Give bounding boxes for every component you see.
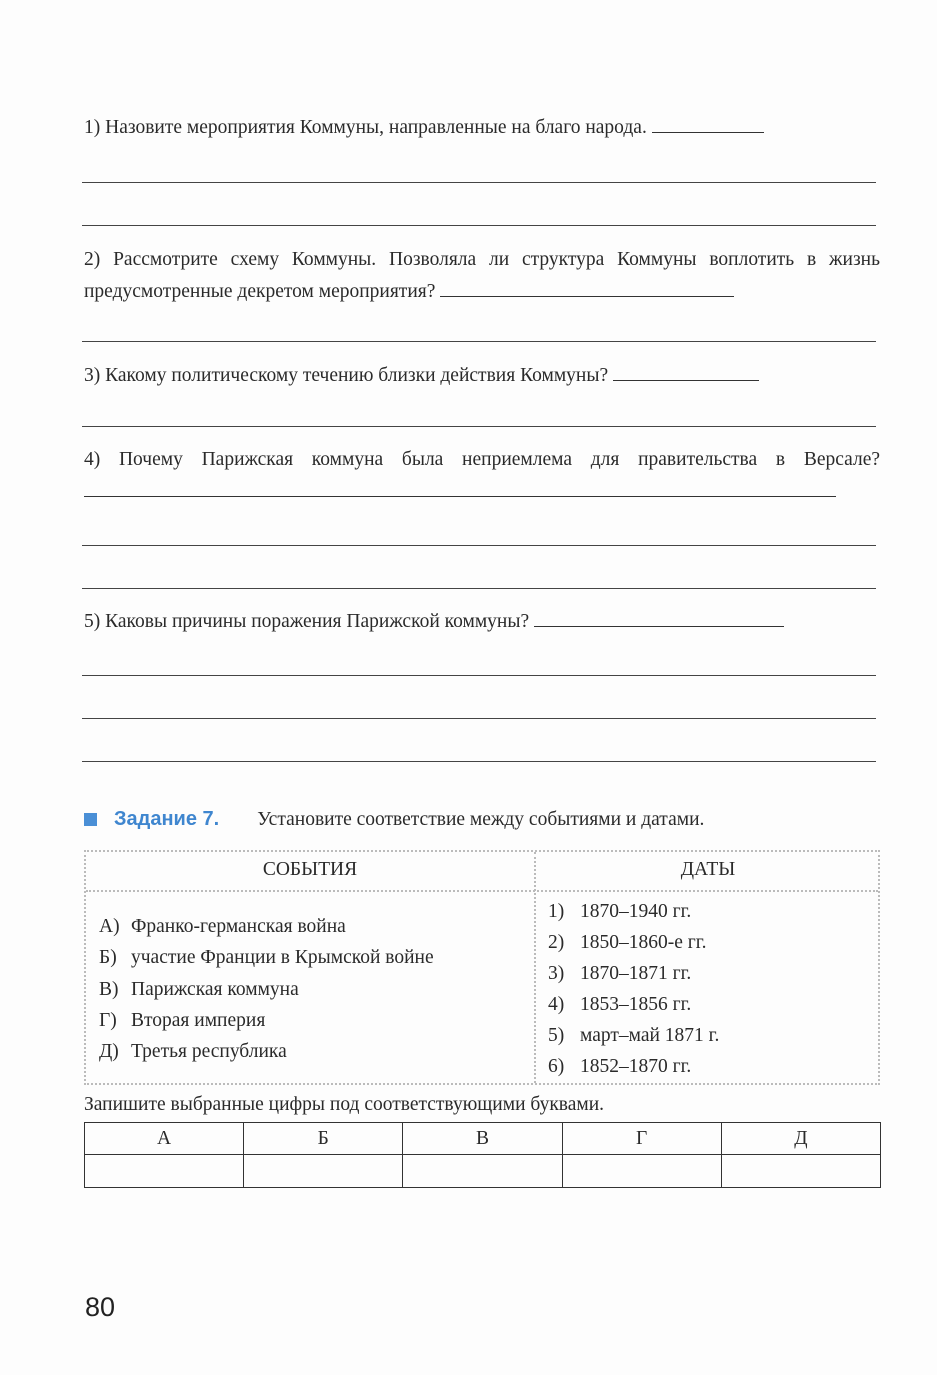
answer-line[interactable] — [82, 761, 876, 762]
dates-header: ДАТЫ — [680, 859, 736, 880]
answer-line[interactable] — [82, 588, 876, 589]
event-text: Парижская коммуна — [131, 979, 299, 1000]
question-5 — [84, 606, 880, 638]
event-item — [99, 947, 434, 969]
square-bullet-icon — [84, 813, 97, 826]
date-item — [548, 1056, 691, 1078]
date-key: 6) — [548, 1056, 565, 1077]
question-1 — [84, 112, 880, 144]
events-header: СОБЫТИЯ — [262, 859, 358, 880]
date-item — [548, 963, 691, 985]
page-number: 80 — [85, 1292, 116, 1322]
question-3 — [84, 360, 880, 392]
answer-line[interactable] — [82, 182, 876, 183]
task-7-heading — [84, 808, 704, 831]
date-text: 1850–1860-е гг. — [580, 932, 707, 953]
answer-line[interactable] — [82, 341, 876, 342]
answer-table — [84, 1122, 881, 1188]
answer-line[interactable] — [82, 675, 876, 676]
answer-blank[interactable] — [84, 478, 836, 497]
answer-line[interactable] — [82, 225, 876, 226]
answer-line[interactable] — [82, 545, 876, 546]
date-text: 1870–1871 гг. — [580, 963, 692, 984]
answer-header: Б — [244, 1123, 403, 1155]
date-key: 1) — [548, 901, 565, 922]
date-item — [548, 1025, 719, 1047]
answer-header-row — [85, 1123, 881, 1155]
answer-line[interactable] — [82, 718, 876, 719]
date-key: 2) — [548, 932, 565, 953]
event-text: Третья республика — [131, 1041, 287, 1062]
date-text: 1870–1940 гг. — [580, 901, 692, 922]
question-2 — [84, 244, 880, 308]
question-text: 2) Рассмотрите схему Коммуны. Позволяла ли структура Коммуны воплотить в жизнь предусмотренные декретом мероприятия? — [84, 249, 880, 302]
question-text: 3) Какому политическому течению близки действия Коммуны? — [84, 365, 609, 386]
date-key: 5) — [548, 1025, 565, 1046]
date-text: март–май 1871 г. — [580, 1025, 720, 1046]
date-item — [548, 932, 706, 954]
question-text: 1) Назовите мероприятия Коммуны, направленные на благо народа. — [84, 117, 647, 138]
event-text: участие Франции в Крымской войне — [131, 947, 434, 968]
answer-prompt: Запишите выбранные цифры под соответствующими буквами. — [84, 1094, 605, 1115]
event-item — [99, 1010, 265, 1032]
event-key: Б) — [99, 947, 117, 968]
answer-cell[interactable] — [85, 1155, 244, 1188]
answer-blank[interactable] — [652, 114, 764, 133]
question-4 — [84, 444, 880, 508]
event-text: Вторая империя — [131, 1010, 266, 1031]
answer-cell[interactable] — [721, 1155, 880, 1188]
event-key: А) — [99, 916, 120, 937]
date-item — [548, 901, 691, 923]
answer-cell[interactable] — [244, 1155, 403, 1188]
event-item — [99, 916, 346, 938]
answer-blank[interactable] — [534, 608, 784, 627]
column-divider — [534, 852, 536, 1083]
task-title: Задание 7. — [114, 808, 220, 830]
date-text: 1852–1870 гг. — [580, 1056, 692, 1077]
task-instruction: Установите соответствие между событиями и датами. — [257, 808, 705, 830]
answer-header: Д — [721, 1123, 880, 1155]
date-key: 4) — [548, 994, 565, 1015]
answer-cell[interactable] — [403, 1155, 562, 1188]
answer-header: А — [85, 1123, 244, 1155]
event-item — [99, 1041, 287, 1063]
event-key: В) — [99, 979, 119, 1000]
answer-blank[interactable] — [440, 278, 734, 297]
answer-header: Г — [562, 1123, 721, 1155]
date-text: 1853–1856 гг. — [580, 994, 692, 1015]
date-item — [548, 994, 691, 1016]
event-item — [99, 979, 299, 1001]
date-key: 3) — [548, 963, 565, 984]
answer-cell[interactable] — [562, 1155, 721, 1188]
event-text: Франко-германская война — [131, 916, 346, 937]
event-key: Д) — [99, 1041, 119, 1062]
event-key: Г) — [99, 1010, 117, 1031]
answer-line[interactable] — [82, 426, 876, 427]
question-text: 5) Каковы причины поражения Парижской коммуны? — [84, 611, 530, 632]
answer-blank[interactable] — [613, 362, 759, 381]
answer-header: В — [403, 1123, 562, 1155]
question-text: 4) Почему Парижская коммуна была неприемлема для правительства в Версале? — [84, 449, 880, 470]
matching-table — [84, 850, 880, 1085]
answer-input-row — [85, 1155, 881, 1188]
